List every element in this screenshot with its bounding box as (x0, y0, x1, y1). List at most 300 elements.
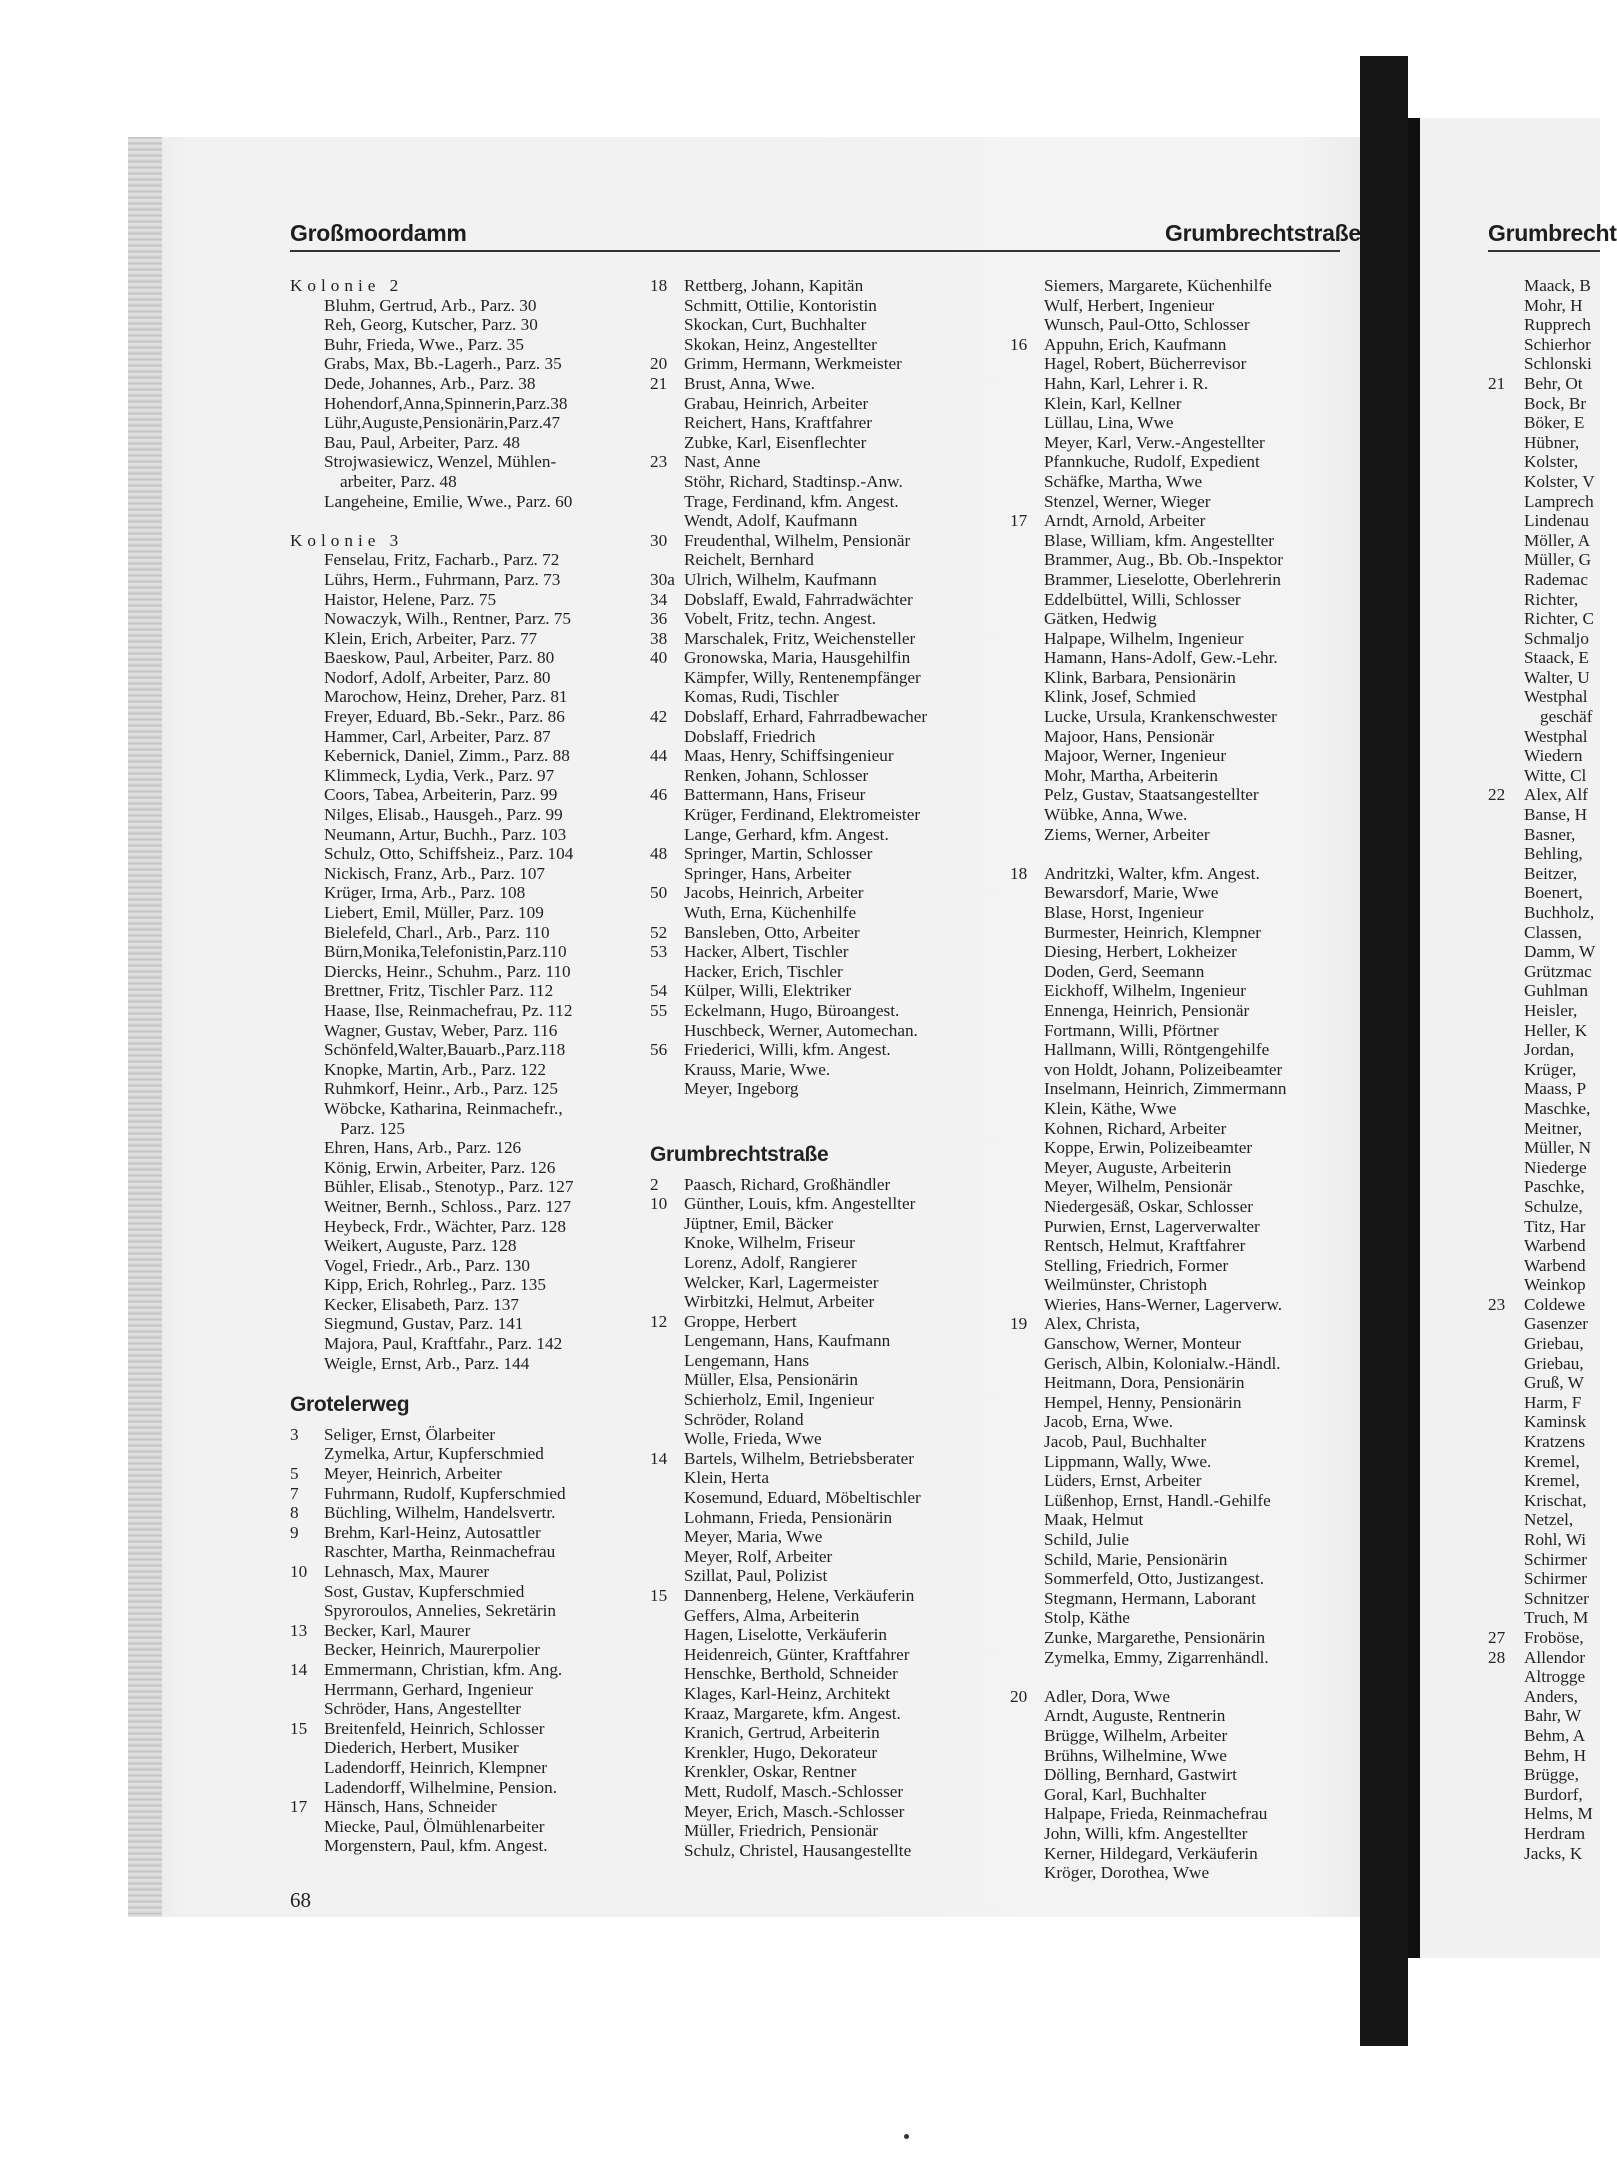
house-number: 7 (290, 1483, 299, 1503)
resident-text: Lüßenhop, Ernst, Handl.-Gehilfe (1044, 1490, 1271, 1510)
resident-text: Wuth, Erna, Küchenhilfe (684, 903, 857, 922)
resident-entry (1488, 511, 1600, 531)
resident-entry (1488, 1432, 1600, 1452)
house-number (1488, 1746, 1524, 1766)
resident-entry (1010, 511, 1355, 531)
resident-text: Klein, Erich, Arbeiter, Parz. 77 (324, 628, 538, 648)
resident-entry (290, 1314, 655, 1334)
house-number: 14 (290, 1659, 308, 1679)
resident-text: Krenkler, Hugo, Dekorateur (684, 1742, 878, 1762)
resident-entry (290, 394, 655, 414)
resident-entry (1488, 1236, 1600, 1256)
resident-text: Rupprech (1524, 315, 1591, 335)
house-number: 28 (1488, 1647, 1506, 1667)
house-number (1010, 1295, 1044, 1315)
resident-entry (1488, 629, 1600, 649)
resident-text: Rentsch, Helmut, Kraftfahrer (1044, 1236, 1246, 1256)
resident-entry (290, 825, 655, 845)
resident-entry (290, 335, 655, 355)
resident-entry (290, 1836, 655, 1856)
resident-text: Kämpfer, Willy, Rentenempfänger (684, 667, 921, 687)
resident-entry (1488, 1726, 1600, 1746)
house-number (290, 413, 324, 433)
house-number (1488, 492, 1524, 512)
house-number (1488, 1138, 1524, 1158)
resident-entry (1488, 1119, 1600, 1139)
resident-entry (1488, 766, 1600, 786)
house-number (290, 1836, 324, 1856)
house-number (290, 903, 324, 923)
resident-entry (650, 433, 1010, 453)
house-number (290, 1444, 324, 1464)
house-number: 17 (290, 1797, 308, 1817)
resident-text: Freyer, Eduard, Bb.-Sekr., Parz. 86 (324, 707, 565, 727)
resident-text: Griebau, (1524, 1334, 1584, 1354)
resident-text: Truch, M (1524, 1608, 1589, 1628)
resident-text: Herrmann, Gerhard, Ingenieur (324, 1679, 534, 1699)
resident-entry (1488, 1412, 1600, 1432)
resident-text: Lühr,Auguste,Pensionärin,Parz.47 (324, 413, 561, 433)
resident-text: Behling, (1524, 844, 1583, 864)
resident-text: Strojwasiewicz, Wenzel, Mühlen- (324, 452, 557, 472)
house-number (290, 1680, 324, 1700)
resident-text: Pelz, Gustav, Staatsangestellter (1044, 785, 1259, 805)
resident-text: Kolster, (1524, 452, 1579, 472)
resident-entry (1010, 825, 1355, 845)
resident-entry (1010, 1452, 1355, 1472)
resident-text: Zunke, Margarethe, Pensionärin (1044, 1627, 1266, 1647)
house-number (1488, 864, 1524, 884)
house-number (1010, 1158, 1044, 1178)
house-number: 21 (650, 373, 668, 393)
resident-entry (1488, 923, 1600, 943)
resident-entry (650, 766, 1010, 786)
resident-text: Wübke, Anna, Wwe. (1044, 805, 1188, 825)
resident-entry (290, 1778, 655, 1798)
street-heading: Grotelerweg (290, 1393, 410, 1417)
resident-entry (1010, 374, 1355, 394)
resident-entry (650, 452, 1010, 472)
house-number: 17 (1010, 511, 1028, 531)
resident-text: Heybeck, Frdr., Wächter, Parz. 128 (324, 1216, 566, 1236)
resident-text: Schulz, Christel, Hausangestellte (684, 1840, 912, 1860)
resident-entry (650, 923, 1010, 943)
resident-entry (1010, 354, 1355, 374)
house-number (1488, 1452, 1524, 1472)
house-number: 16 (1010, 334, 1028, 354)
house-number (1488, 1040, 1524, 1060)
resident-text: Hempel, Henny, Pensionärin (1044, 1392, 1242, 1412)
resident-entry (1010, 805, 1355, 825)
resident-entry (1488, 942, 1600, 962)
resident-entry (650, 472, 1010, 492)
house-number (650, 1253, 684, 1273)
resident-text: Schäfke, Martha, Wwe (1044, 471, 1203, 491)
house-number (1488, 394, 1524, 414)
resident-entry (290, 1079, 655, 1099)
house-number (290, 1138, 324, 1158)
resident-entry (650, 844, 1010, 864)
house-number (1010, 1628, 1044, 1648)
house-number (650, 903, 684, 923)
house-number (290, 825, 324, 845)
resident-text: Wagner, Gustav, Weber, Parz. 116 (324, 1020, 558, 1040)
resident-entry (290, 1158, 655, 1178)
colony-heading: Kolonie 3 (290, 530, 404, 550)
resident-entry (650, 1468, 1010, 1488)
resident-entry (1488, 1314, 1600, 1334)
resident-text: Ennenga, Heinrich, Pensionär (1044, 1000, 1250, 1020)
resident-entry (1010, 1726, 1355, 1746)
resident-text: Bielefeld, Charl., Arb., Parz. 110 (324, 922, 550, 942)
right-page-shadow (1408, 118, 1420, 1958)
resident-text: Behm, A (1524, 1725, 1586, 1745)
resident-text: Helms, M (1524, 1804, 1593, 1824)
resident-text: Bürn,Monika,Telefonistin,Parz.110 (324, 942, 567, 962)
resident-text: Halpape, Frieda, Reinmachefrau (1044, 1804, 1268, 1824)
resident-entry (1010, 1295, 1355, 1315)
resident-text: Grimm, Hermann, Werkmeister (684, 354, 902, 374)
resident-text: Boenert, (1524, 883, 1583, 903)
house-number (1488, 766, 1524, 786)
house-number (290, 962, 324, 982)
resident-entry (290, 1758, 655, 1778)
house-number (650, 1233, 684, 1253)
resident-text: Grabau, Heinrich, Arbeiter (684, 393, 869, 413)
house-number: 13 (290, 1620, 308, 1640)
house-number (1010, 354, 1044, 374)
house-number (1488, 668, 1524, 688)
house-number (1010, 1706, 1044, 1726)
resident-text: Jacks, K (1524, 1843, 1583, 1863)
resident-entry (290, 1177, 655, 1197)
resident-entry (290, 1464, 655, 1484)
resident-entry (650, 1645, 1010, 1665)
resident-text: Spyroroulos, Annelies, Sekretärin (324, 1601, 556, 1621)
house-number (650, 472, 684, 492)
house-number (1010, 1275, 1044, 1295)
house-number (1488, 570, 1524, 590)
resident-text: von Holdt, Johann, Polizeibeamter (1044, 1059, 1283, 1079)
resident-entry (1010, 923, 1355, 943)
resident-text: Schnitzer (1524, 1588, 1589, 1608)
resident-text: Griebau, (1524, 1353, 1584, 1373)
resident-text: Paasch, Richard, Großhändler (684, 1174, 891, 1194)
resident-text: Schulze, (1524, 1196, 1583, 1216)
resident-entry (1010, 1021, 1355, 1041)
resident-text: Müller, Friedrich, Pensionär (684, 1821, 879, 1841)
resident-text: Reichert, Hans, Kraftfahrer (684, 413, 873, 433)
resident-text: Lehnasch, Max, Maurer (324, 1562, 490, 1581)
resident-entry (1010, 981, 1355, 1001)
resident-text: Klink, Barbara, Pensionärin (1044, 667, 1236, 687)
resident-text: Welcker, Karl, Lagermeister (684, 1272, 879, 1292)
house-number (1010, 1471, 1044, 1491)
house-number (1488, 276, 1524, 296)
house-number (1010, 1648, 1044, 1668)
resident-entry (1488, 1138, 1600, 1158)
resident-text: Knopke, Martin, Arb., Parz. 122 (324, 1059, 546, 1079)
house-number (650, 727, 684, 747)
resident-text: Goral, Karl, Buchhalter (1044, 1784, 1207, 1804)
house-number (650, 1723, 684, 1743)
house-number (290, 1354, 324, 1374)
house-number (1488, 1824, 1524, 1844)
house-number (290, 315, 324, 335)
resident-entry (290, 1680, 655, 1700)
house-number (1010, 1021, 1044, 1041)
house-number (1488, 883, 1524, 903)
house-number (290, 1582, 324, 1602)
house-number (1010, 1569, 1044, 1589)
scan-speck (904, 2134, 909, 2139)
resident-text: Dölling, Bernhard, Gastwirt (1044, 1765, 1237, 1785)
house-number (290, 1738, 324, 1758)
house-number (290, 570, 324, 590)
header-center: Grumbrechtstraße (1165, 220, 1361, 246)
resident-entry (290, 864, 655, 884)
resident-text: Hübner, (1524, 432, 1580, 452)
resident-text: Meyer, Wilhelm, Pensionär (1044, 1177, 1233, 1197)
resident-text: Meyer, Karl, Verw.-Angestellter (1044, 432, 1265, 452)
house-number: 14 (650, 1448, 668, 1468)
resident-entry (1010, 296, 1355, 316)
resident-entry (290, 609, 655, 629)
resident-text: Maack, B (1524, 276, 1591, 295)
resident-text: Sommerfeld, Otto, Justizangest. (1044, 1569, 1265, 1589)
resident-entry (1010, 746, 1355, 766)
house-number (1010, 1608, 1044, 1628)
house-number (1010, 1236, 1044, 1256)
resident-text: Battermann, Hans, Friseur (684, 785, 866, 805)
resident-entry (1010, 629, 1355, 649)
house-number (650, 687, 684, 707)
resident-entry (1010, 1432, 1355, 1452)
resident-entry (1010, 531, 1355, 551)
resident-text: Diesing, Herbert, Lokheizer (1044, 942, 1237, 962)
house-number (290, 335, 324, 355)
house-number: 20 (1010, 1686, 1028, 1706)
house-number (1488, 315, 1524, 335)
house-number (290, 590, 324, 610)
resident-entry (650, 315, 1010, 335)
resident-entry (290, 1797, 655, 1817)
resident-entry (290, 433, 655, 453)
resident-entry (1488, 1510, 1600, 1530)
resident-entry (1488, 1746, 1600, 1766)
house-number (1488, 962, 1524, 982)
resident-text: Kremel, (1524, 1471, 1580, 1491)
resident-text: Krenkler, Oskar, Rentner (684, 1762, 857, 1782)
house-number (1488, 629, 1524, 649)
house-number (650, 1841, 684, 1861)
resident-text: Richter, (1524, 589, 1579, 609)
resident-text: Damm, W (1524, 942, 1596, 962)
resident-text: Gruß, W (1524, 1373, 1584, 1393)
resident-entry (1010, 1648, 1355, 1668)
resident-text: Lohmann, Frieda, Pensionärin (684, 1507, 893, 1527)
resident-entry (650, 1079, 1010, 1099)
house-number (290, 1197, 324, 1217)
resident-text: Warbend (1524, 1255, 1586, 1275)
house-number (1010, 707, 1044, 727)
house-number (290, 864, 324, 884)
house-number (1010, 1824, 1044, 1844)
house-number (1010, 1393, 1044, 1413)
resident-text: König, Erwin, Arbeiter, Parz. 126 (324, 1157, 556, 1177)
resident-entry (1488, 805, 1600, 825)
resident-entry (650, 374, 1010, 394)
house-number: 19 (1010, 1314, 1028, 1334)
resident-text: Meyer, Ingeborg (684, 1079, 799, 1099)
resident-text: Reichelt, Bernhard (684, 550, 814, 570)
resident-text: Eickhoff, Wilhelm, Ingenieur (1044, 981, 1247, 1001)
house-number (1488, 825, 1524, 845)
resident-entry (290, 1582, 655, 1602)
resident-text: Schierhor (1524, 334, 1591, 354)
house-number (1010, 1804, 1044, 1824)
resident-text: Maass, P (1524, 1079, 1587, 1099)
house-number (1488, 1373, 1524, 1393)
resident-entry (650, 550, 1010, 570)
resident-text: Lüllau, Lina, Wwe (1044, 413, 1174, 433)
house-number (290, 1040, 324, 1060)
resident-text: Alex, Alf (1524, 785, 1588, 805)
house-number (1010, 727, 1044, 747)
house-number (1010, 687, 1044, 707)
resident-entry (1488, 1099, 1600, 1119)
resident-text: Zymelka, Emmy, Zigarrenhändl. (1044, 1647, 1269, 1667)
house-number (290, 354, 324, 374)
house-number (1488, 472, 1524, 492)
resident-entry (1010, 668, 1355, 688)
house-number (290, 1158, 324, 1178)
house-number (650, 1684, 684, 1704)
house-number (290, 1001, 324, 1021)
resident-entry (1010, 1765, 1355, 1785)
resident-text: Schulz, Otto, Schiffsheiz., Parz. 104 (324, 844, 574, 864)
resident-text: Hammer, Carl, Arbeiter, Parz. 87 (324, 726, 551, 746)
resident-text: Schierholz, Emil, Ingenieur (684, 1390, 874, 1410)
house-number (650, 1645, 684, 1665)
resident-entry (1010, 1119, 1355, 1139)
resident-entry (650, 1253, 1010, 1273)
house-number (650, 511, 684, 531)
resident-text: Meyer, Erich, Masch.-Schlosser (684, 1801, 905, 1821)
resident-entry (290, 785, 655, 805)
resident-entry (1488, 394, 1600, 414)
resident-text: Jacobs, Heinrich, Arbeiter (684, 883, 864, 903)
house-number (290, 492, 324, 512)
resident-text: Wieries, Hans-Werner, Lagerverw. (1044, 1294, 1283, 1314)
resident-text: Stenzel, Werner, Wieger (1044, 491, 1211, 511)
resident-entry (1488, 785, 1600, 805)
resident-text: Buhr, Frieda, Wwe., Parz. 35 (324, 334, 524, 354)
house-number (1010, 903, 1044, 923)
resident-text: Kerner, Hildegard, Verkäuferin (1044, 1843, 1258, 1863)
resident-text: Parz. 125 (340, 1118, 405, 1138)
resident-text: Hallmann, Willi, Röntgengehilfe (1044, 1040, 1270, 1060)
resident-text: Renken, Johann, Schlosser (684, 765, 869, 785)
resident-text: Diederich, Herbert, Musiker (324, 1738, 519, 1758)
house-number (1010, 315, 1044, 335)
resident-entry (1488, 1589, 1600, 1609)
resident-text: Raschter, Martha, Reinmachefrau (324, 1542, 556, 1562)
resident-text: Nickisch, Franz, Arb., Parz. 107 (324, 863, 546, 883)
house-number (650, 1606, 684, 1626)
house-number (1488, 1314, 1524, 1334)
resident-entry (290, 1295, 655, 1315)
resident-text: Westphal (1524, 687, 1588, 707)
resident-entry (650, 1723, 1010, 1743)
resident-entry (650, 1410, 1010, 1430)
house-number (1010, 1589, 1044, 1609)
resident-entry (650, 590, 1010, 610)
resident-entry (290, 727, 655, 747)
resident-text: Klein, Herta (684, 1468, 769, 1488)
house-number (1488, 413, 1524, 433)
resident-entry (1010, 1471, 1355, 1491)
resident-entry (1488, 472, 1600, 492)
resident-text: Kröger, Dorothea, Wwe (1044, 1863, 1210, 1883)
resident-entry (650, 746, 1010, 766)
house-number: 12 (650, 1311, 668, 1331)
house-number (650, 1410, 684, 1430)
resident-text: Diercks, Heinr., Schuhm., Parz. 110 (324, 961, 571, 981)
resident-entry (1488, 1354, 1600, 1374)
resident-text: Herdram (1524, 1823, 1586, 1843)
resident-entry (1010, 864, 1355, 884)
house-number (650, 1802, 684, 1822)
house-number (1010, 394, 1044, 414)
resident-entry (650, 629, 1010, 649)
resident-entry (1010, 883, 1355, 903)
house-number (290, 550, 324, 570)
resident-entry (1488, 707, 1600, 727)
resident-entry (650, 1527, 1010, 1547)
house-number (290, 1758, 324, 1778)
house-number (290, 981, 324, 1001)
house-number (1010, 1040, 1044, 1060)
resident-text: Nowaczyk, Wilh., Rentner, Parz. 75 (324, 609, 571, 629)
house-number: 20 (650, 354, 668, 374)
resident-text: Brügge, Wilhelm, Arbeiter (1044, 1725, 1228, 1745)
house-number (1488, 1334, 1524, 1354)
resident-text: Weikert, Auguste, Parz. 128 (324, 1236, 517, 1256)
house-number (1488, 1079, 1524, 1099)
resident-text: Morgenstern, Paul, kfm. Angest. (324, 1836, 548, 1856)
resident-entry (290, 805, 655, 825)
house-number (1488, 1530, 1524, 1550)
column-3 (1010, 276, 1355, 1883)
resident-entry (650, 1821, 1010, 1841)
resident-entry (290, 1060, 655, 1080)
resident-text: Lührs, Herm., Fuhrmann, Parz. 73 (324, 569, 561, 589)
resident-text: Behr, Ot (1524, 373, 1583, 393)
resident-text: Zubke, Karl, Eisenflechter (684, 432, 867, 452)
resident-text: Hamann, Hans-Adolf, Gew.-Lehr. (1044, 648, 1278, 668)
resident-entry (1488, 590, 1600, 610)
house-number (650, 1292, 684, 1312)
resident-text: Emmermann, Christian, kfm. Ang. (324, 1659, 563, 1679)
resident-entry (1488, 550, 1600, 570)
resident-entry (1010, 1334, 1355, 1354)
house-number (1488, 433, 1524, 453)
house-number: 53 (650, 942, 668, 962)
resident-text: Arndt, Auguste, Rentnerin (1044, 1706, 1226, 1726)
house-number (1010, 452, 1044, 472)
house-number (1488, 727, 1524, 747)
